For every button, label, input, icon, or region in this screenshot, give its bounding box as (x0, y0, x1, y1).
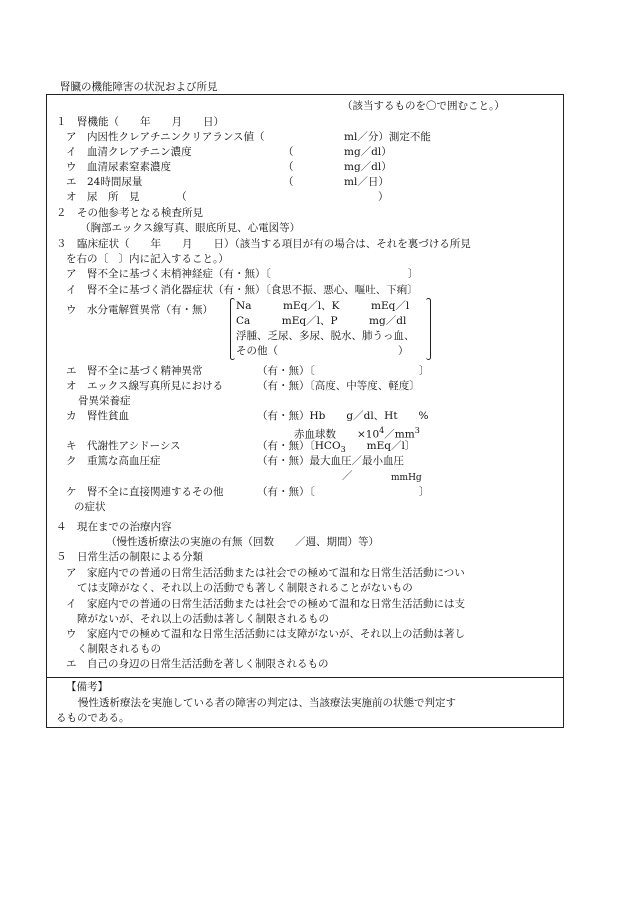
item-3u: ウ 水分電解質異常（有・無） (66, 304, 213, 316)
bracket-right (426, 298, 431, 360)
instruction-note: （該当するものを〇で囲むこと。） (342, 100, 505, 112)
section-2-sub: （胸部エックス線写真、眼底所見、心電図等） (80, 222, 301, 234)
item-5u-1: ウ 家庭内での極めて温和な日常生活活動には支障がないが、それ以上の活動は著し (66, 628, 465, 640)
item-3a-close: 〕 (408, 268, 419, 280)
item-1u-unit: mg／dl） (344, 161, 392, 173)
item-1i-open: （ (283, 146, 294, 158)
item-3ki: キ 代謝性アシドーシス (66, 440, 181, 452)
item-3e-close: 〕 (419, 365, 430, 377)
item-5u-2: く制限されるもの (77, 643, 161, 655)
item-1i-unit: mg／dl） (344, 146, 392, 158)
item-3u-line-2: Ca mEq／l、P mg／dl (236, 315, 407, 327)
item-3ku-unit: mmHg (391, 473, 422, 483)
item-1e-unit: ml／日） (344, 176, 389, 188)
remarks-line-2: るものである。 (56, 712, 130, 724)
item-1o-label: オ 尿 所 見 （ (66, 191, 187, 203)
item-1e-open: （ (283, 176, 294, 188)
item-3u-line-1: Na mEq／l、K mEq／l (236, 300, 410, 312)
item-3ke-close: 〕 (419, 486, 430, 498)
item-3i: イ 腎不全に基づく消化器症状（有・無）〔食思不振、悪心、嘔吐、下痢〕 (66, 284, 418, 296)
item-3ke-yn: （有・無）〔 (257, 486, 315, 498)
item-1u-label: ウ 血清尿素窒素濃度 (66, 161, 171, 173)
item-3o-yn: （有・無）〔高度、中等度、軽度〕 (257, 380, 420, 392)
remarks-line-1: 慢性透析療法を実施している者の障害の判定は、当該療法実施前の状態で判定す (78, 697, 456, 709)
item-1a-label: ア 内因性クレアチニンクリアランス値（ (66, 131, 265, 143)
remarks-heading: 【備考】 (66, 681, 108, 693)
item-3e-yn: （有・無）〔 (257, 365, 315, 377)
item-1i-label: イ 血清クレアチニン濃度 (66, 146, 192, 158)
item-1u-open: （ (283, 161, 294, 173)
item-5e-1: エ 自己の身辺の日常生活活動を著しく制限されるもの (66, 658, 329, 670)
item-3o: オ エックス線写真所見における (66, 380, 224, 392)
section-3-heading: ３ 臨床症状（ 年 月 日）（該当する項目が有の場合は、それを裏づける所見 (56, 238, 471, 250)
section-3-heading-2: を右の〔 〕内に記入すること。） (66, 253, 229, 265)
bracket-left (230, 298, 235, 360)
item-3o-2: 骨異栄養症 (78, 395, 131, 407)
item-3ka-yn: （有・無）Hb g／dl、Ht % (257, 410, 429, 422)
item-3ke: ケ 腎不全に直接関連するその他 (66, 486, 224, 498)
remarks-divider (46, 677, 564, 678)
item-5a-2: ては支障がなく、それ以上の活動でも著しく制限されることがないもの (77, 582, 413, 594)
item-5a-1: ア 家庭内での普通の日常生活活動または社会での極めて温和な日常生活活動につい (66, 567, 465, 579)
item-3ku-yn: （有・無）最大血圧／最小血圧 (257, 455, 404, 467)
rbc-label: 赤血球数 ×10 (294, 428, 380, 441)
item-3ku-slash: ／ (342, 470, 353, 482)
hco3-label: （有・無）〔HCO (257, 440, 341, 452)
item-3u-line-4-close: ） (398, 345, 409, 357)
section-4-sub: （慢性透析療法の実施の有無（回数 ／週、期間）等） (106, 536, 379, 548)
item-1e-label: エ 24時間尿量 (66, 176, 143, 188)
item-3ke-2: の症状 (74, 501, 106, 513)
section-2-heading: ２ その他参考となる検査所見 (56, 207, 203, 219)
item-3e: エ 腎不全に基づく精神異常 (66, 365, 203, 377)
item-5i-1: イ 家庭内での普通の日常生活活動または社会での極めて温和な日常生活活動には支 (66, 598, 465, 610)
section-1-heading: １ 腎機能（ 年 月 日） (56, 116, 224, 128)
rbc-unit: ／mm (384, 428, 415, 441)
item-5i-2: 障がないが、それ以上の活動は著しく制限されるもの (77, 613, 329, 625)
hco3-unit: mEq／l〕 (345, 440, 416, 452)
section-5-heading: ５ 日常生活の制限による分類 (56, 551, 203, 563)
item-3ku: ク 重篤な高血圧症 (66, 455, 161, 467)
item-1o-close: ） (378, 191, 389, 203)
rbc-unit-exp: 3 (414, 426, 420, 435)
item-3u-line-3: 浮腫、乏尿、多尿、脱水、肺うっ血、 (236, 330, 415, 342)
rbc-exp: 4 (379, 426, 385, 435)
item-3ka: カ 腎性貧血 (66, 410, 129, 422)
item-3a: ア 腎不全に基づく末梢神経症（有・無）〔 (66, 268, 271, 280)
section-4-heading: ４ 現在までの治療内容 (56, 521, 172, 533)
item-1a-unit: ml／分）測定不能 (344, 131, 431, 143)
page-title: 腎臓の機能障害の状況および所見 (60, 81, 218, 93)
item-3u-line-4: その他（ (236, 345, 278, 357)
hco3-sub: 3 (340, 445, 346, 455)
